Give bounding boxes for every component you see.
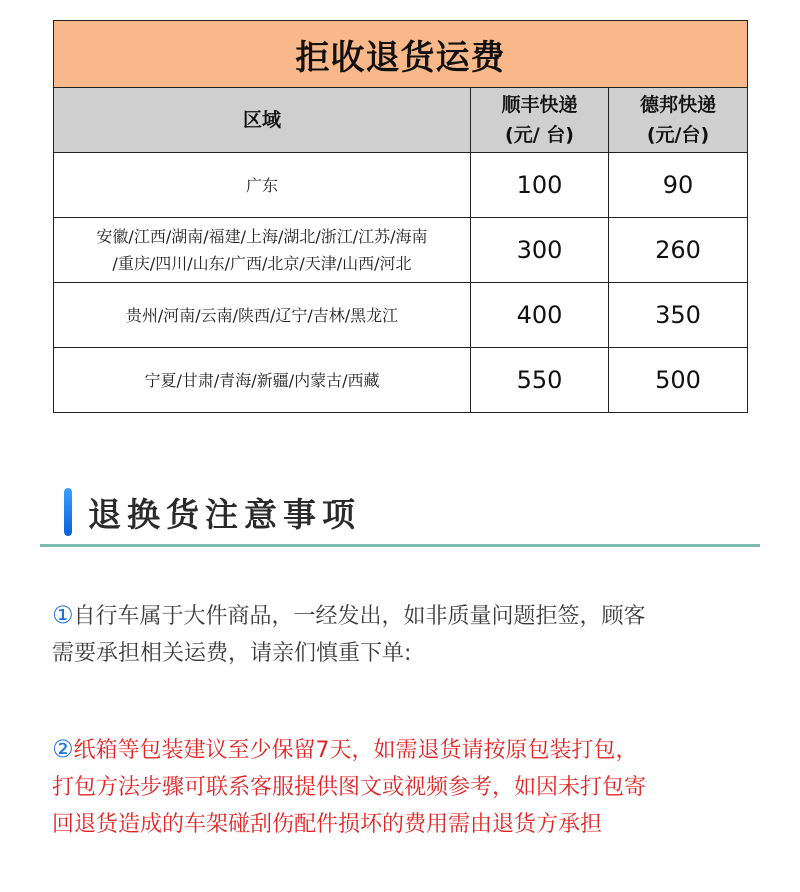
notice-line: 需要承担相关运费，请亲们慎重下单: — [52, 641, 412, 666]
header-deppon-express — [609, 88, 748, 153]
header-sf-unit: (元/ 台) — [505, 124, 574, 146]
header-db-unit: (元/台) — [646, 124, 710, 146]
region-text: 安徽/江西/湖南/福建/上海/湖北/浙江/江苏/海南 — [96, 227, 428, 246]
region-text: /重庆/四川/山东/广西/北京/天津/山西/河北 — [112, 254, 412, 273]
notice-number-2: ② — [52, 735, 74, 763]
db-fee: 350 — [609, 283, 748, 348]
heading-divider — [40, 544, 760, 547]
notice-number-1: ① — [52, 601, 74, 629]
heading-accent-bar — [64, 488, 72, 536]
table-row — [54, 153, 748, 218]
notice-line — [52, 731, 768, 769]
section-title: 退换货注意事项 — [88, 494, 361, 534]
region-text: 宁夏/甘肃/青海/新疆/内蒙古/西藏 — [144, 370, 380, 390]
region-text: 贵州/河南/云南/陕西/辽宁/吉林/黑龙江 — [125, 305, 399, 325]
header-db-name: 德邦快递 — [640, 94, 717, 116]
region-cell — [54, 153, 471, 218]
region-cell — [54, 348, 471, 413]
region-cell — [54, 283, 471, 348]
notice-item-1 — [52, 597, 768, 672]
table-row — [54, 218, 748, 283]
region-cell — [54, 218, 471, 283]
db-fee: 90 — [609, 153, 748, 218]
table-title: 拒收退货运费 — [54, 21, 748, 88]
header-region: 区域 — [54, 88, 471, 153]
sf-fee: 400 — [471, 283, 609, 348]
sf-fee: 300 — [471, 218, 609, 283]
sf-fee: 550 — [471, 348, 609, 413]
notice-text: 纸箱等包装建议至少保留7天，如需退货请按原包装打包， — [73, 738, 638, 763]
header-sf-express — [471, 88, 609, 153]
table-row — [54, 283, 748, 348]
region-text: 广东 — [245, 175, 278, 195]
notice-line — [52, 597, 768, 635]
notice-line: 打包方法步骤可联系客服提供图文或视频参考，如因未打包寄 — [52, 775, 647, 800]
db-fee: 500 — [609, 348, 748, 413]
shipping-fee-table — [53, 20, 748, 413]
header-sf-name: 顺丰快递 — [501, 94, 578, 116]
table-row — [54, 348, 748, 413]
sf-fee: 100 — [471, 153, 609, 218]
section-heading — [64, 488, 361, 536]
db-fee: 260 — [609, 218, 748, 283]
notice-text: 自行车属于大件商品，一经发出，如非质量问题拒签，顾客 — [73, 604, 646, 629]
notice-line: 回退货造成的车架碰刮伤配件损坏的费用需由退货方承担 — [52, 812, 603, 837]
notice-item-2 — [52, 731, 768, 843]
